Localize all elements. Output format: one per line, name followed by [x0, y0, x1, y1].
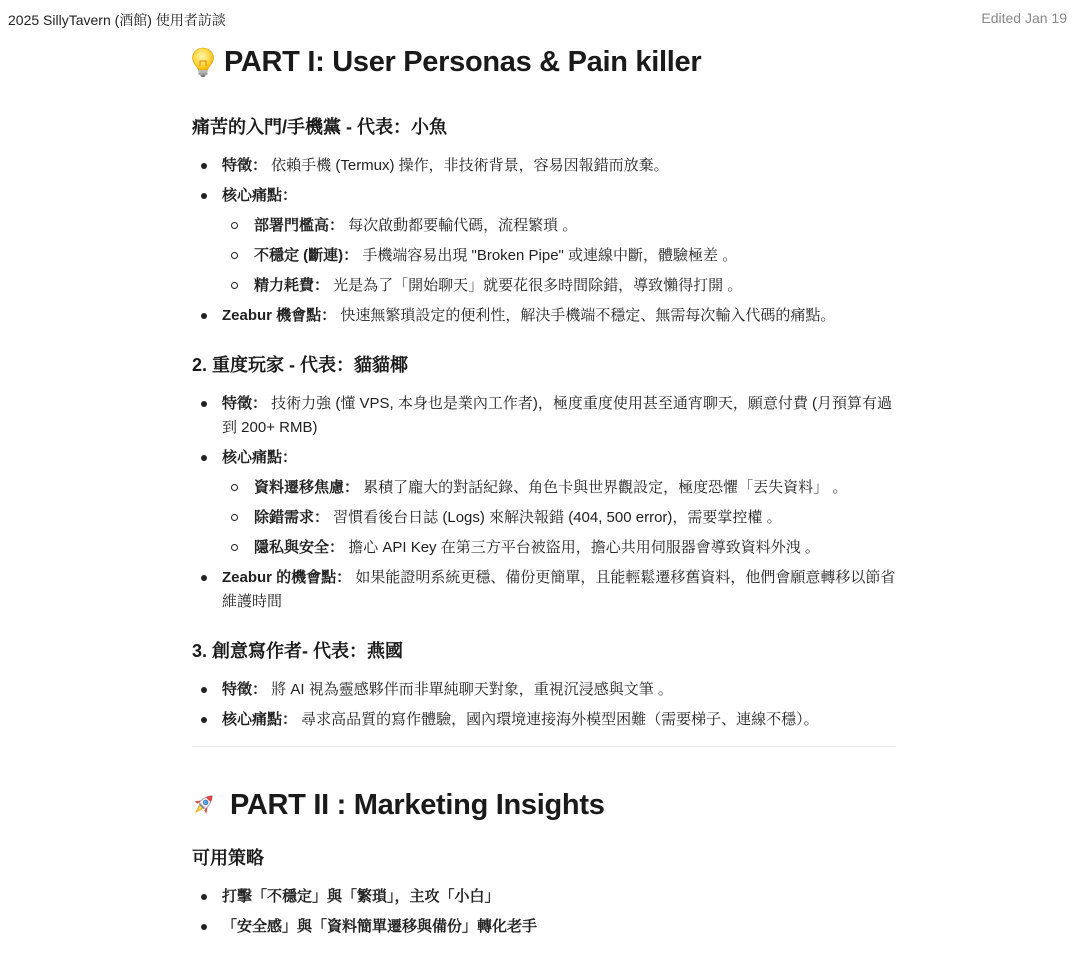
document-body	[192, 38, 896, 945]
strategy-list	[192, 885, 896, 939]
pain-item-text: 手機端容易出現 "Broken Pipe" 或連線中斷，體驗極差 。	[358, 247, 738, 264]
pain-item-label: 隱私與安全：	[254, 539, 345, 556]
opportunity-text: 如果能證明系統更穩、備份更簡單，且能輕鬆遷移舊資料，他們會願意轉移以節省維護時間	[222, 569, 896, 610]
trait-label: 特徵：	[222, 681, 268, 698]
pain-item-label: 資料遷移焦慮：	[254, 479, 360, 496]
trait-label: 特徵：	[222, 157, 268, 174]
list-item	[192, 566, 896, 614]
sub-list-item	[222, 506, 896, 530]
part2-title: PART II : Marketing Insights	[230, 788, 605, 821]
list-item	[192, 885, 896, 909]
trait-label: 特徵：	[222, 395, 268, 412]
pain-label: 核心痛點：	[222, 187, 298, 204]
pain-item-label: 部署門檻高：	[254, 217, 345, 234]
trait-text: 技術力強 (懂 VPS, 本身也是業內工作者)，極度重度使用甚至通宵聊天，願意付費 (月預算有過到 200+ RMB)	[222, 395, 893, 436]
list-item	[192, 392, 896, 440]
persona3-list	[192, 678, 896, 732]
persona1-heading: 痛苦的入門/手機黨 - 代表：小魚	[192, 117, 447, 137]
document-title: 2025 SillyTavern (酒館) 使用者訪談	[8, 12, 226, 28]
pain-item-label: 精力耗費：	[254, 277, 330, 294]
pain-label: 核心痛點：	[222, 449, 298, 466]
pain-item-text: 擔心 API Key 在第三方平台被盜用，擔心共用伺服器會導致資料外洩 。	[344, 539, 820, 556]
opportunity-label: Zeabur 的機會點：	[222, 569, 352, 586]
persona2-heading: 2. 重度玩家 - 代表：貓貓椰	[192, 355, 409, 375]
strategy-item: 「安全感」與「資料簡單遷移與備份」轉化老手	[222, 918, 538, 935]
pain-text: 尋求高品質的寫作體驗，國內環境連接海外模型困難（需要梯子、連線不穩）。	[297, 711, 819, 728]
pain-item-text: 每次啟動都要輸代碼，流程繁瑣 。	[344, 217, 578, 234]
strategy-item: 打擊「不穩定」與「繁瑣」，主攻「小白」	[222, 888, 500, 905]
persona1-list	[192, 154, 896, 328]
part1-heading	[192, 38, 896, 86]
pain-item-label: 不穩定 (斷連)：	[254, 247, 359, 264]
part2-heading	[192, 781, 896, 829]
lightbulb-icon	[188, 45, 218, 79]
list-item	[192, 184, 896, 298]
pain-label: 核心痛點：	[222, 711, 298, 728]
strategy-heading: 可用策略	[192, 848, 264, 868]
opportunity-text: 快速無繁瑣設定的便利性，解決手機端不穩定、無需每次輸入代碼的痛點。	[336, 307, 836, 324]
sub-list-item	[222, 274, 896, 298]
sub-list-item	[222, 214, 896, 238]
persona3-heading: 3. 創意寫作者- 代表：燕國	[192, 641, 404, 661]
list-item	[192, 304, 896, 328]
sub-list-item	[222, 476, 896, 500]
opportunity-label: Zeabur 機會點：	[222, 307, 337, 324]
list-item	[192, 446, 896, 560]
trait-text: 將 AI 視為靈感夥伴而非單純聊天對象，重視沉浸感與文筆 。	[267, 681, 673, 698]
pain-item-text: 累積了龐大的對話紀錄、角色卡與世界觀設定，極度恐懼「丟失資料」 。	[359, 479, 848, 496]
pain-item-label: 除錯需求：	[254, 509, 330, 526]
top-bar	[0, 0, 1081, 36]
list-item	[192, 915, 896, 939]
sub-list-item	[222, 244, 896, 268]
pain-sublist	[222, 214, 896, 298]
part1-title: PART I: User Personas & Pain killer	[224, 45, 702, 78]
pain-item-text: 光是為了「開始聊天」就要花很多時間除錯，導致懶得打開 。	[329, 277, 743, 294]
list-item	[192, 678, 896, 702]
trait-text: 依賴手機 (Termux) 操作，非技術背景，容易因報錯而放棄。	[267, 157, 669, 174]
rocket-icon	[188, 788, 218, 822]
persona2-list	[192, 392, 896, 614]
sub-list-item	[222, 536, 896, 560]
list-item	[192, 708, 896, 732]
edited-timestamp: Edited Jan 19	[981, 10, 1067, 26]
list-item	[192, 154, 896, 178]
pain-sublist	[222, 476, 896, 560]
pain-item-text: 習慣看後台日誌 (Logs) 來解決報錯 (404, 500 error)，需要掌控權 。	[329, 509, 782, 526]
